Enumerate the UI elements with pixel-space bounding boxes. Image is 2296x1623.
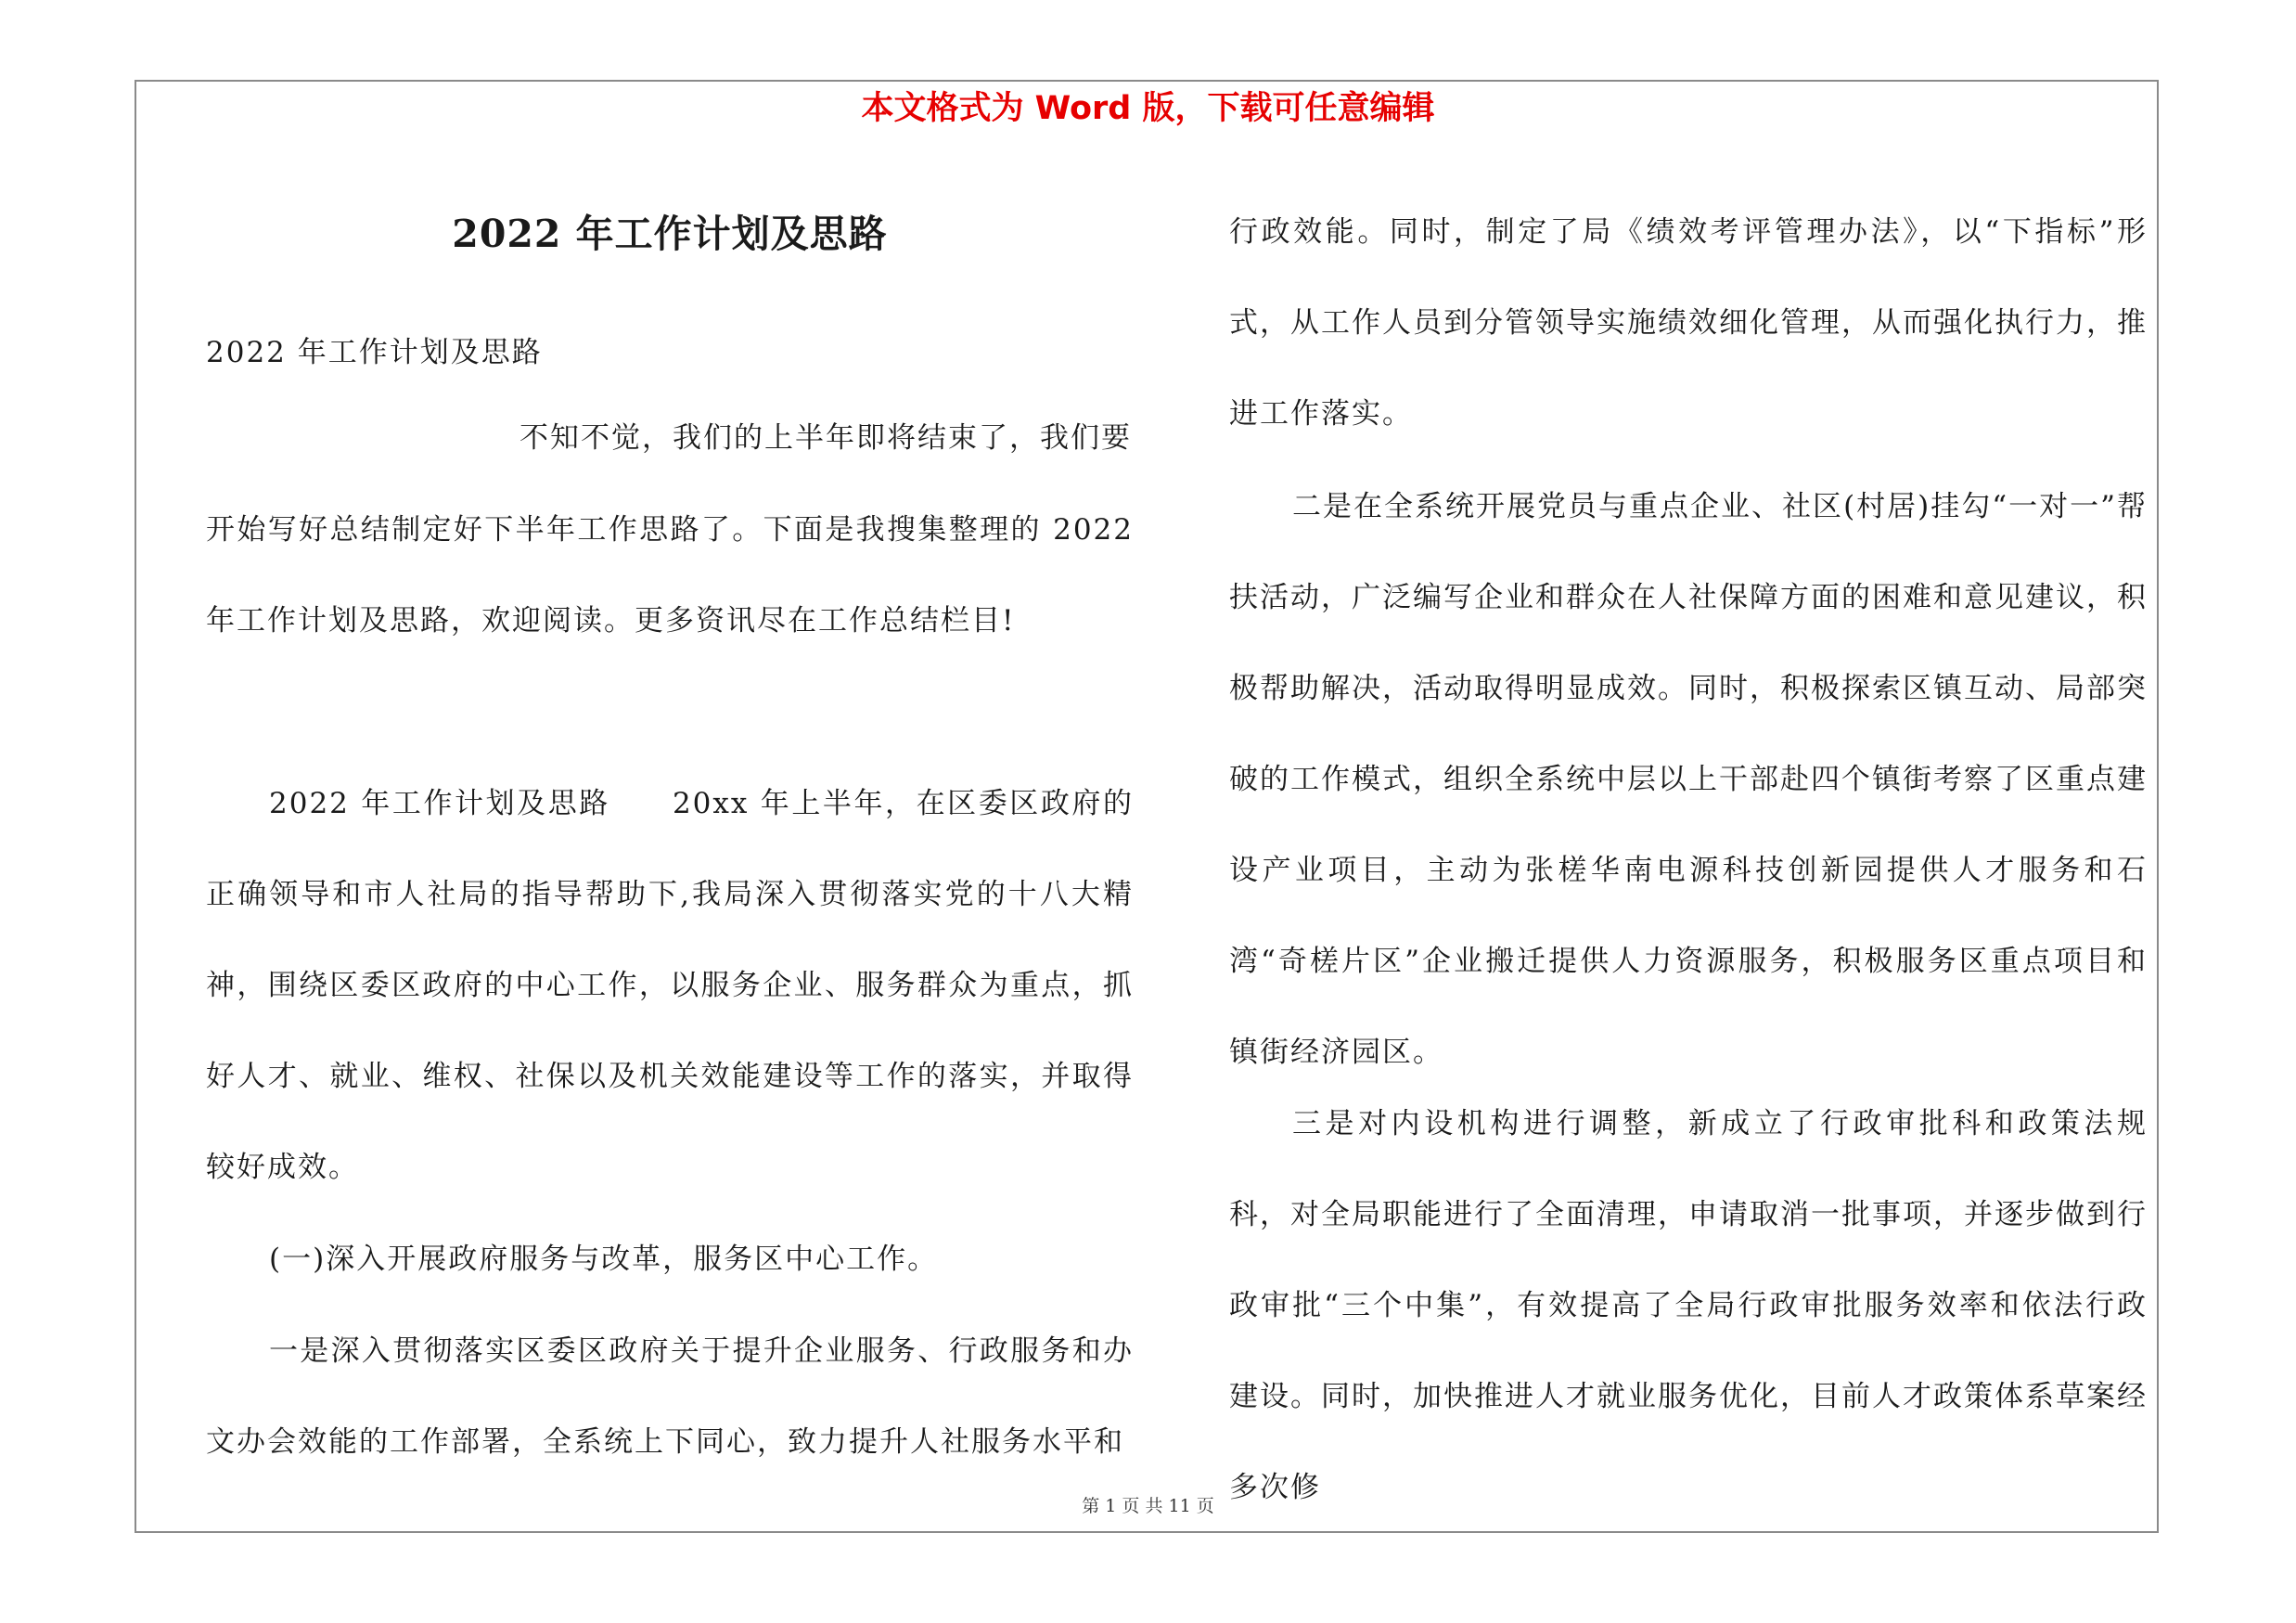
body-paragraph-5: 三是对内设机构进行调整，新成立了行政审批科和政策法规科，对全局职能进行了全面清理，申请取消一批事项，并逐步做到行政审批“三个中集”，有效提高了全局行政审批服务效率和依法行政建设。同时，加快推进人才就业服务优化，目前人才政策体系草案经多次修 xyxy=(1229,1107,2148,1504)
intro-paragraph: 开始写好总结制定好下半年工作思路了。下面是我搜集整理的 2022 年工作计划及思路，欢迎阅读。更多资讯尽在工作总结栏目! xyxy=(206,513,1134,638)
body-paragraph-3: 行政效能。同时，制定了局《绩效考评管理办法》，以“下指标”形式，从工作人员到分管领导实施绩效细化管理，从而强化执行力，推进工作落实。 xyxy=(1229,215,2148,431)
format-notice-banner: 本文格式为 Word 版，下载可任意编辑 xyxy=(861,90,1435,127)
page-number-footer: 第 1 页 共 11 页 xyxy=(1082,1496,1214,1516)
intro-first-line: 不知不觉，我们的上半年即将结束了，我们要 xyxy=(519,421,1132,455)
document-title: 2022 年工作计划及思路 xyxy=(452,212,888,256)
section-heading-1: (一)深入开展政府服务与改革，服务区中心工作。 xyxy=(269,1243,939,1276)
body-paragraph-2: 一是深入贯彻落实区委区政府关于提升企业服务、行政服务和办文办会效能的工作部署，全系统上下同心，致力提升人社服务水平和 xyxy=(206,1334,1134,1459)
body-paragraph-4: 二是在全系统开展党员与重点企业、社区(村居)挂勾“一对一”帮扶活动，广泛编写企业和群众在人社保障方面的困难和意见建议，积极帮助解决，活动取得明显成效。同时，积极探索区镇互动、局部突破的工作模式，组织全系统中层以上干部赴四个镇街考察了区重点建设产业项目，主动为张槎华南电源科技创新园提供人才服务和石湾“奇槎片区”企业搬迁提供人力资源服务，积极服务区重点项目和镇街经济园区。 xyxy=(1229,490,2148,1069)
body-paragraph-1: 2022 年工作计划及思路 20xx 年上半年，在区委区政府的正确领导和市人社局的指导帮助下,我局深入贯彻落实党的十八大精神，围绕区委区政府的中心工作，以服务企业、服务群众为重点，抓好人才、就业、维权、社保以及机关效能建设等工作的落实，并取得较好成效。 xyxy=(206,787,1134,1184)
document-subtitle: 2022 年工作计划及思路 xyxy=(206,336,543,369)
